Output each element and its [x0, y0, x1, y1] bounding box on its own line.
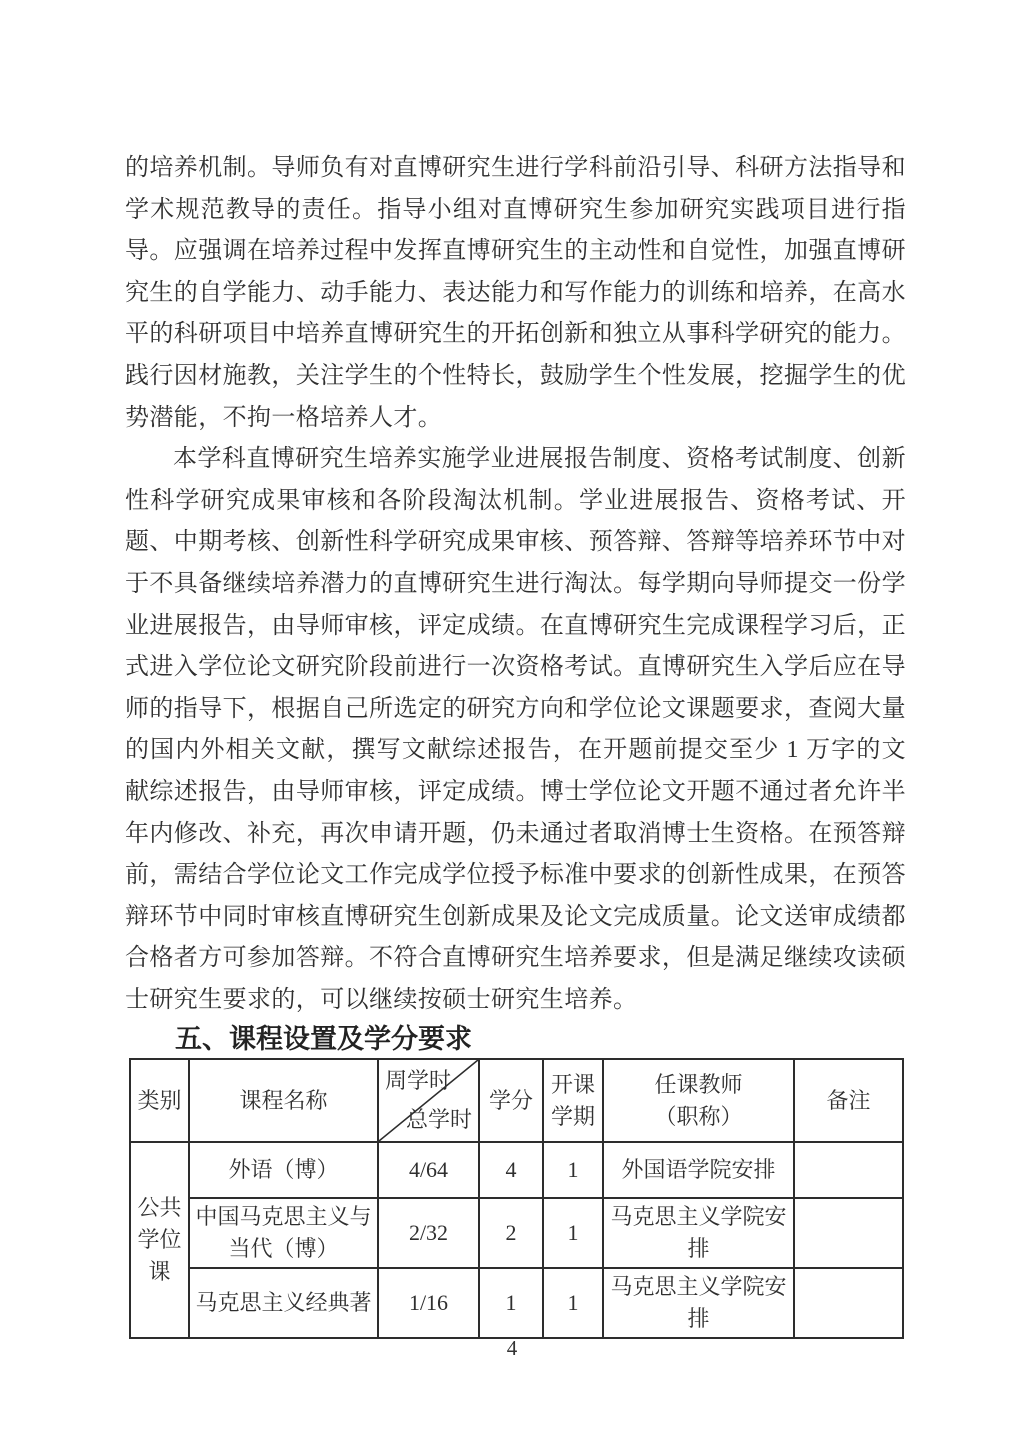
- page-number: 4: [506, 1336, 518, 1360]
- table-header-row: [130, 1059, 903, 1142]
- course-table: [129, 1058, 904, 1339]
- table-row: [130, 1142, 903, 1198]
- table-row: [130, 1198, 903, 1268]
- cell-course: 中国马克思主义与当代（博）: [189, 1198, 378, 1268]
- header-weekly-hours: 周学时: [385, 1068, 452, 1093]
- header-teacher-line1: 任课教师: [654, 1071, 743, 1097]
- cell-course: 外语（博）: [189, 1142, 378, 1198]
- cell-teacher: 马克思主义学院安排: [603, 1268, 794, 1338]
- header-hours-diagonal: [378, 1059, 479, 1142]
- cell-credits: 2: [479, 1198, 543, 1268]
- header-teacher-line2: （职称）: [654, 1103, 743, 1129]
- cell-hours: 4/64: [378, 1142, 479, 1198]
- header-course-name: 课程名称: [189, 1059, 378, 1142]
- cell-semester: 1: [543, 1142, 603, 1198]
- header-semester: 开课学期: [543, 1059, 603, 1142]
- cell-remarks: [794, 1268, 903, 1338]
- header-total-hours: 总学时: [405, 1107, 472, 1133]
- cell-hours: 1/16: [378, 1268, 479, 1338]
- cell-credits: 4: [479, 1142, 543, 1198]
- cell-category-group: 公共学位课: [130, 1142, 189, 1338]
- header-credits: 学分: [479, 1059, 543, 1142]
- cell-teacher: 马克思主义学院安排: [603, 1198, 794, 1268]
- section-heading-course-setup: 五、课程设置及学分要求: [175, 1024, 472, 1054]
- header-teacher: [603, 1059, 794, 1142]
- cell-teacher: 外国语学院安排: [603, 1142, 794, 1198]
- cell-remarks: [794, 1198, 903, 1268]
- cell-semester: 1: [543, 1268, 603, 1338]
- document-body: [125, 148, 906, 1021]
- paragraph-training-mechanism: 的培养机制。导师负有对直博研究生进行学科前沿引导、科研方法指导和学术规范教导的责任。指导小组对直博研究生参加研究实践项目进行指导。应强调在培养过程中发挥直博研究生的主动性和自觉性，加强直博研究生的自学能力、动手能力、表达能力和写作能力的训练和培养，在高水平的科研项目中培养直博研究生的开拓创新和独立从事科学研究的能力。践行因材施教，关注学生的个性特长，鼓励学生个性发展，挖掘学生的优势潜能，不拘一格培养人才。: [125, 155, 906, 431]
- cell-credits: 1: [479, 1268, 543, 1338]
- table-row: [130, 1268, 903, 1338]
- paragraph-assessment-system: 本学科直博研究生培养实施学业进展报告制度、资格考试制度、创新性科学研究成果审核和各阶段淘汰机制。学业进展报告、资格考试、开题、中期考核、创新性科学研究成果审核、预答辩、答辩等培养环节中对于不具备继续培养潜力的直博研究生进行淘汰。每学期向导师提交一份学业进展报告，由导师审核，评定成绩。在直博研究生完成课程学习后，正式进入学位论文研究阶段前进行一次资格考试。直博研究生入学后应在导师的指导下，根据自己所选定的研究方向和学位论文课题要求，查阅大量的国内外相关文献，撰写文献综述报告，在开题前提交至少 1 万字的文献综述报告，由导师审核，评定成绩。博士学位论文开题不通过者允许半年内修改、补充，再次申请开题，仍未通过者取消博士生资格。在预答辩前，需结合学位论文工作完成学位授予标准中要求的创新性成果，在预答辩环节中同时审核直博研究生创新成果及论文完成质量。论文送审成绩都合格者方可参加答辩。不符合直博研究生培养要求，但是满足继续攻读硕士研究生要求的，可以继续按硕士研究生培养。: [125, 446, 906, 1013]
- cell-hours: 2/32: [378, 1198, 479, 1268]
- cell-remarks: [794, 1142, 903, 1198]
- cell-semester: 1: [543, 1198, 603, 1268]
- header-remarks: 备注: [794, 1059, 903, 1142]
- cell-course: 马克思主义经典著: [189, 1268, 378, 1338]
- header-category: 类别: [130, 1059, 189, 1142]
